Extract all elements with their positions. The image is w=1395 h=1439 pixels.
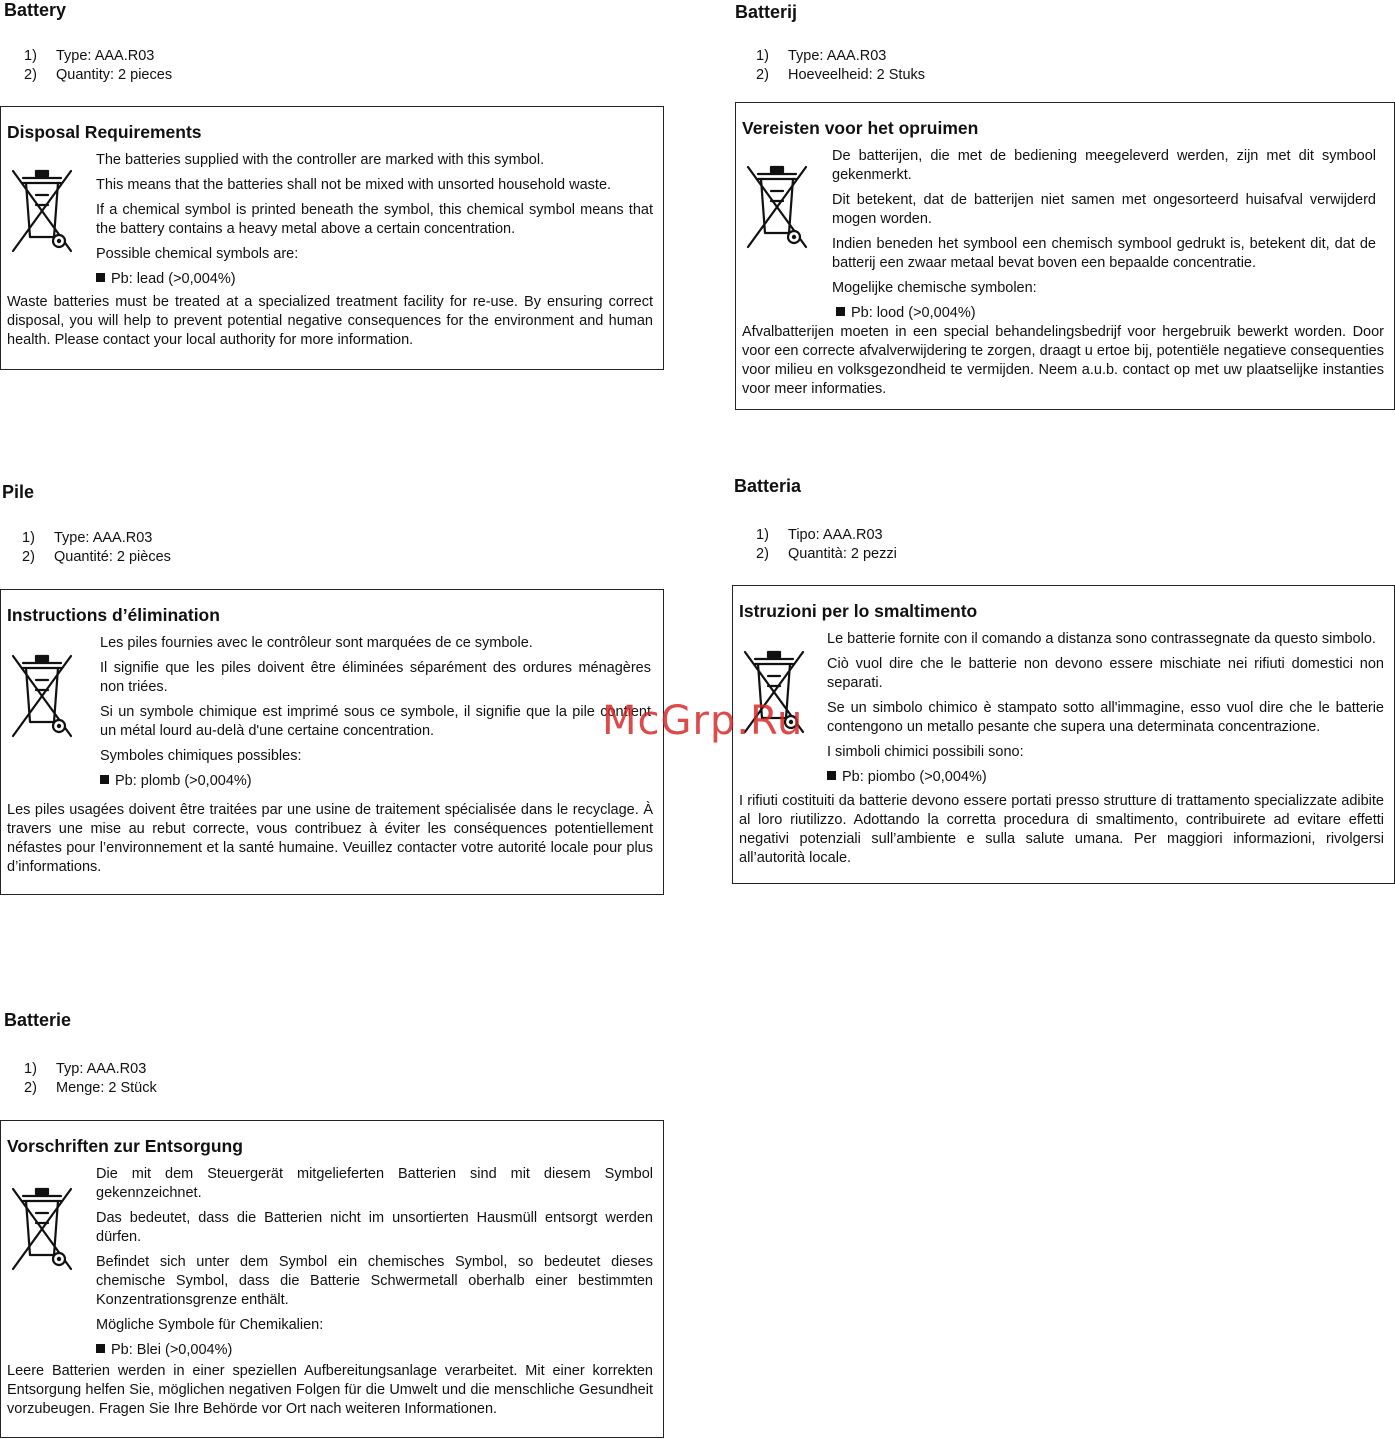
item-number: 1) (24, 1061, 37, 1077)
box-title: Istruzioni per lo smaltimento (739, 601, 978, 621)
box-paragraph: Mogelijke chemische symbolen: (832, 280, 1037, 296)
box-paragraph: Mögliche Symbole für Chemikalien: (96, 1317, 324, 1333)
crossed-out-bin-icon (744, 161, 810, 253)
disposal-box (0, 106, 664, 370)
square-bullet-icon (827, 771, 836, 780)
box-title: Vorschriften zur Entsorgung (7, 1136, 243, 1156)
disposal-box (732, 585, 1395, 884)
disposal-box (735, 102, 1395, 410)
spec-item (24, 47, 172, 66)
item-text: Menge: 2 Stück (56, 1080, 157, 1096)
spec-item (22, 548, 171, 567)
spec-list (24, 47, 172, 85)
box-paragraph: Si un symbole chimique est imprimé sous ce symbole, il signifie que la pile contient un métal lourd au-delà d'une certaine concentration. (100, 704, 651, 739)
spec-list (756, 47, 925, 85)
crossed-out-bin-icon (9, 650, 75, 742)
box-title: Disposal Requirements (7, 122, 202, 142)
section-nl (732, 0, 1395, 412)
disposal-box (0, 589, 664, 895)
item-text: Typ: AAA.R03 (56, 1061, 147, 1077)
box-body (827, 630, 1384, 787)
item-number: 2) (24, 67, 37, 83)
box-paragraph: The batteries supplied with the controller are marked with this symbol. (96, 152, 545, 168)
square-bullet-icon (100, 775, 109, 784)
chemical-text: Pb: Blei (>0,004%) (111, 1342, 233, 1358)
spec-item (24, 1060, 157, 1079)
box-footer: I rifiuti costituiti da batterie devono essere portati presso strutture di trattamento specializzate adibite al loro riutilizzo. Adottando la corretta procedura di smaltimento, contribuirete ad evitare effetti negativi potenziali sull’ambiente e sulla salute umana. Per maggiori informazioni, rivolgersi all’autorità locale. (739, 793, 1384, 866)
item-text: Hoeveelheid: 2 Stuks (788, 67, 926, 83)
section-title: Batterij (735, 2, 798, 22)
box-paragraph: This means that the batteries shall not be mixed with unsorted household waste. (96, 177, 612, 193)
box-footer: Afvalbatterijen moeten in een special behandelingsbedrijf voor hergebruik bewerkt worden. Door voor een correcte afvalverwijdering te zorgen, draagt u ertoe bij, potentiële negatieve consequenties voor milieu en volksgezondheid te vermijden. Neem a.u.b. contact op met uw plaatselijke instanties voor meer informaties. (742, 324, 1384, 397)
box-paragraph: Befindet sich unter dem Symbol ein chemisches Symbol, so bedeutet dieses chemische Symbol, dass die Batterie Schwermetall oberhalb einer bestimmten Konzentrationsgrenze enthält. (96, 1254, 653, 1308)
spec-list (22, 529, 171, 567)
section-de (0, 1010, 665, 1439)
box-paragraph: Die mit dem Steuergerät mitgelieferten Batterien sind mit diesem Symbol gekennzeichnet. (96, 1166, 653, 1201)
box-paragraph: If a chemical symbol is printed beneath the symbol, this chemical symbol means that the battery contains a heavy metal above a certain concentration. (96, 202, 653, 237)
box-paragraph: Indien beneden het symbool een chemisch symbool gedrukt is, betekent dit, dat de batterij een zwaar metaal bevat boven een bepaalde concentratie. (832, 236, 1376, 271)
square-bullet-icon (96, 1344, 105, 1353)
item-text: Type: AAA.R03 (788, 48, 887, 64)
item-text: Tipo: AAA.R03 (788, 527, 883, 543)
box-body (96, 1165, 653, 1360)
crossed-out-bin-icon (9, 165, 75, 257)
spec-item (756, 526, 897, 545)
box-title: Instructions d’élimination (7, 605, 220, 625)
box-paragraph: Das bedeutet, dass die Batterien nicht im unsortierten Hausmüll entsorgt werden dürfen. (96, 1210, 653, 1245)
spec-item (24, 66, 172, 85)
chemical-symbol (827, 768, 1384, 787)
section-en (0, 0, 665, 372)
section-title: Pile (2, 482, 35, 502)
chemical-text: Pb: lead (>0,004%) (111, 271, 236, 287)
chemical-symbol (832, 304, 1376, 323)
watermark: McGrp.Ru (602, 698, 804, 744)
spec-item (24, 1079, 157, 1098)
box-paragraph: Dit betekent, dat de batterijen niet samen met ongesorteerd huisafval verwijderd mogen worden. (832, 192, 1376, 227)
crossed-out-bin-icon (9, 1183, 75, 1275)
section-it (732, 476, 1395, 886)
square-bullet-icon (96, 273, 105, 282)
box-body (96, 151, 653, 289)
item-number: 1) (22, 530, 35, 546)
spec-item (756, 545, 897, 564)
disposal-box (0, 1120, 664, 1438)
item-number: 2) (22, 549, 35, 565)
chemical-symbol (96, 1341, 653, 1360)
box-paragraph: Ciò vuol dire che le batterie non devono essere mischiate nei rifiuti domestici non separati. (827, 656, 1384, 691)
box-paragraph: Le batterie fornite con il comando a distanza sono contrassegnate da questo simbolo. (827, 631, 1376, 647)
chemical-text: Pb: plomb (>0,004%) (115, 773, 252, 789)
section-title: Batterie (4, 1010, 72, 1030)
item-text: Type: AAA.R03 (54, 530, 153, 546)
box-footer: Les piles usagées doivent être traitées par une usine de traitement spécialisée dans le recyclage. À travers une mise au rebut correcte, vous contribuez à éviter les conséquences potentiellement néfastes pour l’environnement et la santé humaine. Veuillez contacter votre autorité locale pour plus d’informations. (7, 802, 653, 875)
item-text: Quantity: 2 pieces (56, 67, 173, 83)
box-footer: Leere Batterien werden in einer speziellen Aufbereitungsanlage verarbeitet. Mit einer korrekten Entsorgung helfen Sie, möglichen negativen Folgen für die Umwelt und die menschliche Gesundheit vorzubeugen. Fragen Sie Ihre Behörde vor Ort nach weiteren Informationen. (7, 1363, 653, 1417)
chemical-text: Pb: lood (>0,004%) (851, 305, 976, 321)
box-paragraph: Symboles chimiques possibles: (100, 748, 302, 764)
spec-list (24, 1060, 157, 1098)
box-paragraph: I simboli chimici possibili sono: (827, 744, 1024, 760)
item-number: 2) (24, 1080, 37, 1096)
box-paragraph: Possible chemical symbols are: (96, 246, 299, 262)
item-number: 1) (756, 527, 769, 543)
box-title: Vereisten voor het opruimen (742, 118, 979, 138)
box-paragraph: Il signifie que les piles doivent être éliminées séparément des ordures ménagères non triées. (100, 660, 651, 695)
chemical-text: Pb: piombo (>0,004%) (842, 769, 987, 785)
box-paragraph: De batterijen, die met de bediening meegeleverd werden, zijn met dit symbool gekenmerkt. (832, 148, 1376, 183)
spec-item (22, 529, 171, 548)
box-body (100, 634, 651, 791)
spec-list (756, 526, 897, 564)
item-number: 2) (756, 67, 769, 83)
square-bullet-icon (836, 307, 845, 316)
section-title: Batteria (734, 476, 802, 496)
section-fr (0, 482, 665, 898)
box-body (832, 147, 1376, 323)
chemical-symbol (96, 270, 653, 289)
box-footer: Waste batteries must be treated at a specialized treatment facility for re-use. By ensuring correct disposal, you will help to prevent potential negative consequences for the environment and human health. Please contact your local authority for more information. (7, 294, 653, 348)
item-number: 1) (24, 48, 37, 64)
item-number: 1) (756, 48, 769, 64)
chemical-symbol (100, 772, 651, 791)
item-text: Type: AAA.R03 (56, 48, 155, 64)
box-paragraph: Se un simbolo chimico è stampato sotto all'immagine, esso vuol dire che le batterie contengono un metallo pesante che supera una determinata concentrazione. (827, 700, 1384, 735)
item-number: 2) (756, 546, 769, 562)
item-text: Quantità: 2 pezzi (788, 546, 897, 562)
item-text: Quantité: 2 pièces (54, 549, 171, 565)
box-paragraph: Les piles fournies avec le contrôleur sont marquées de ce symbole. (100, 635, 533, 651)
spec-item (756, 47, 925, 66)
spec-item (756, 66, 925, 85)
section-title: Battery (4, 0, 67, 20)
